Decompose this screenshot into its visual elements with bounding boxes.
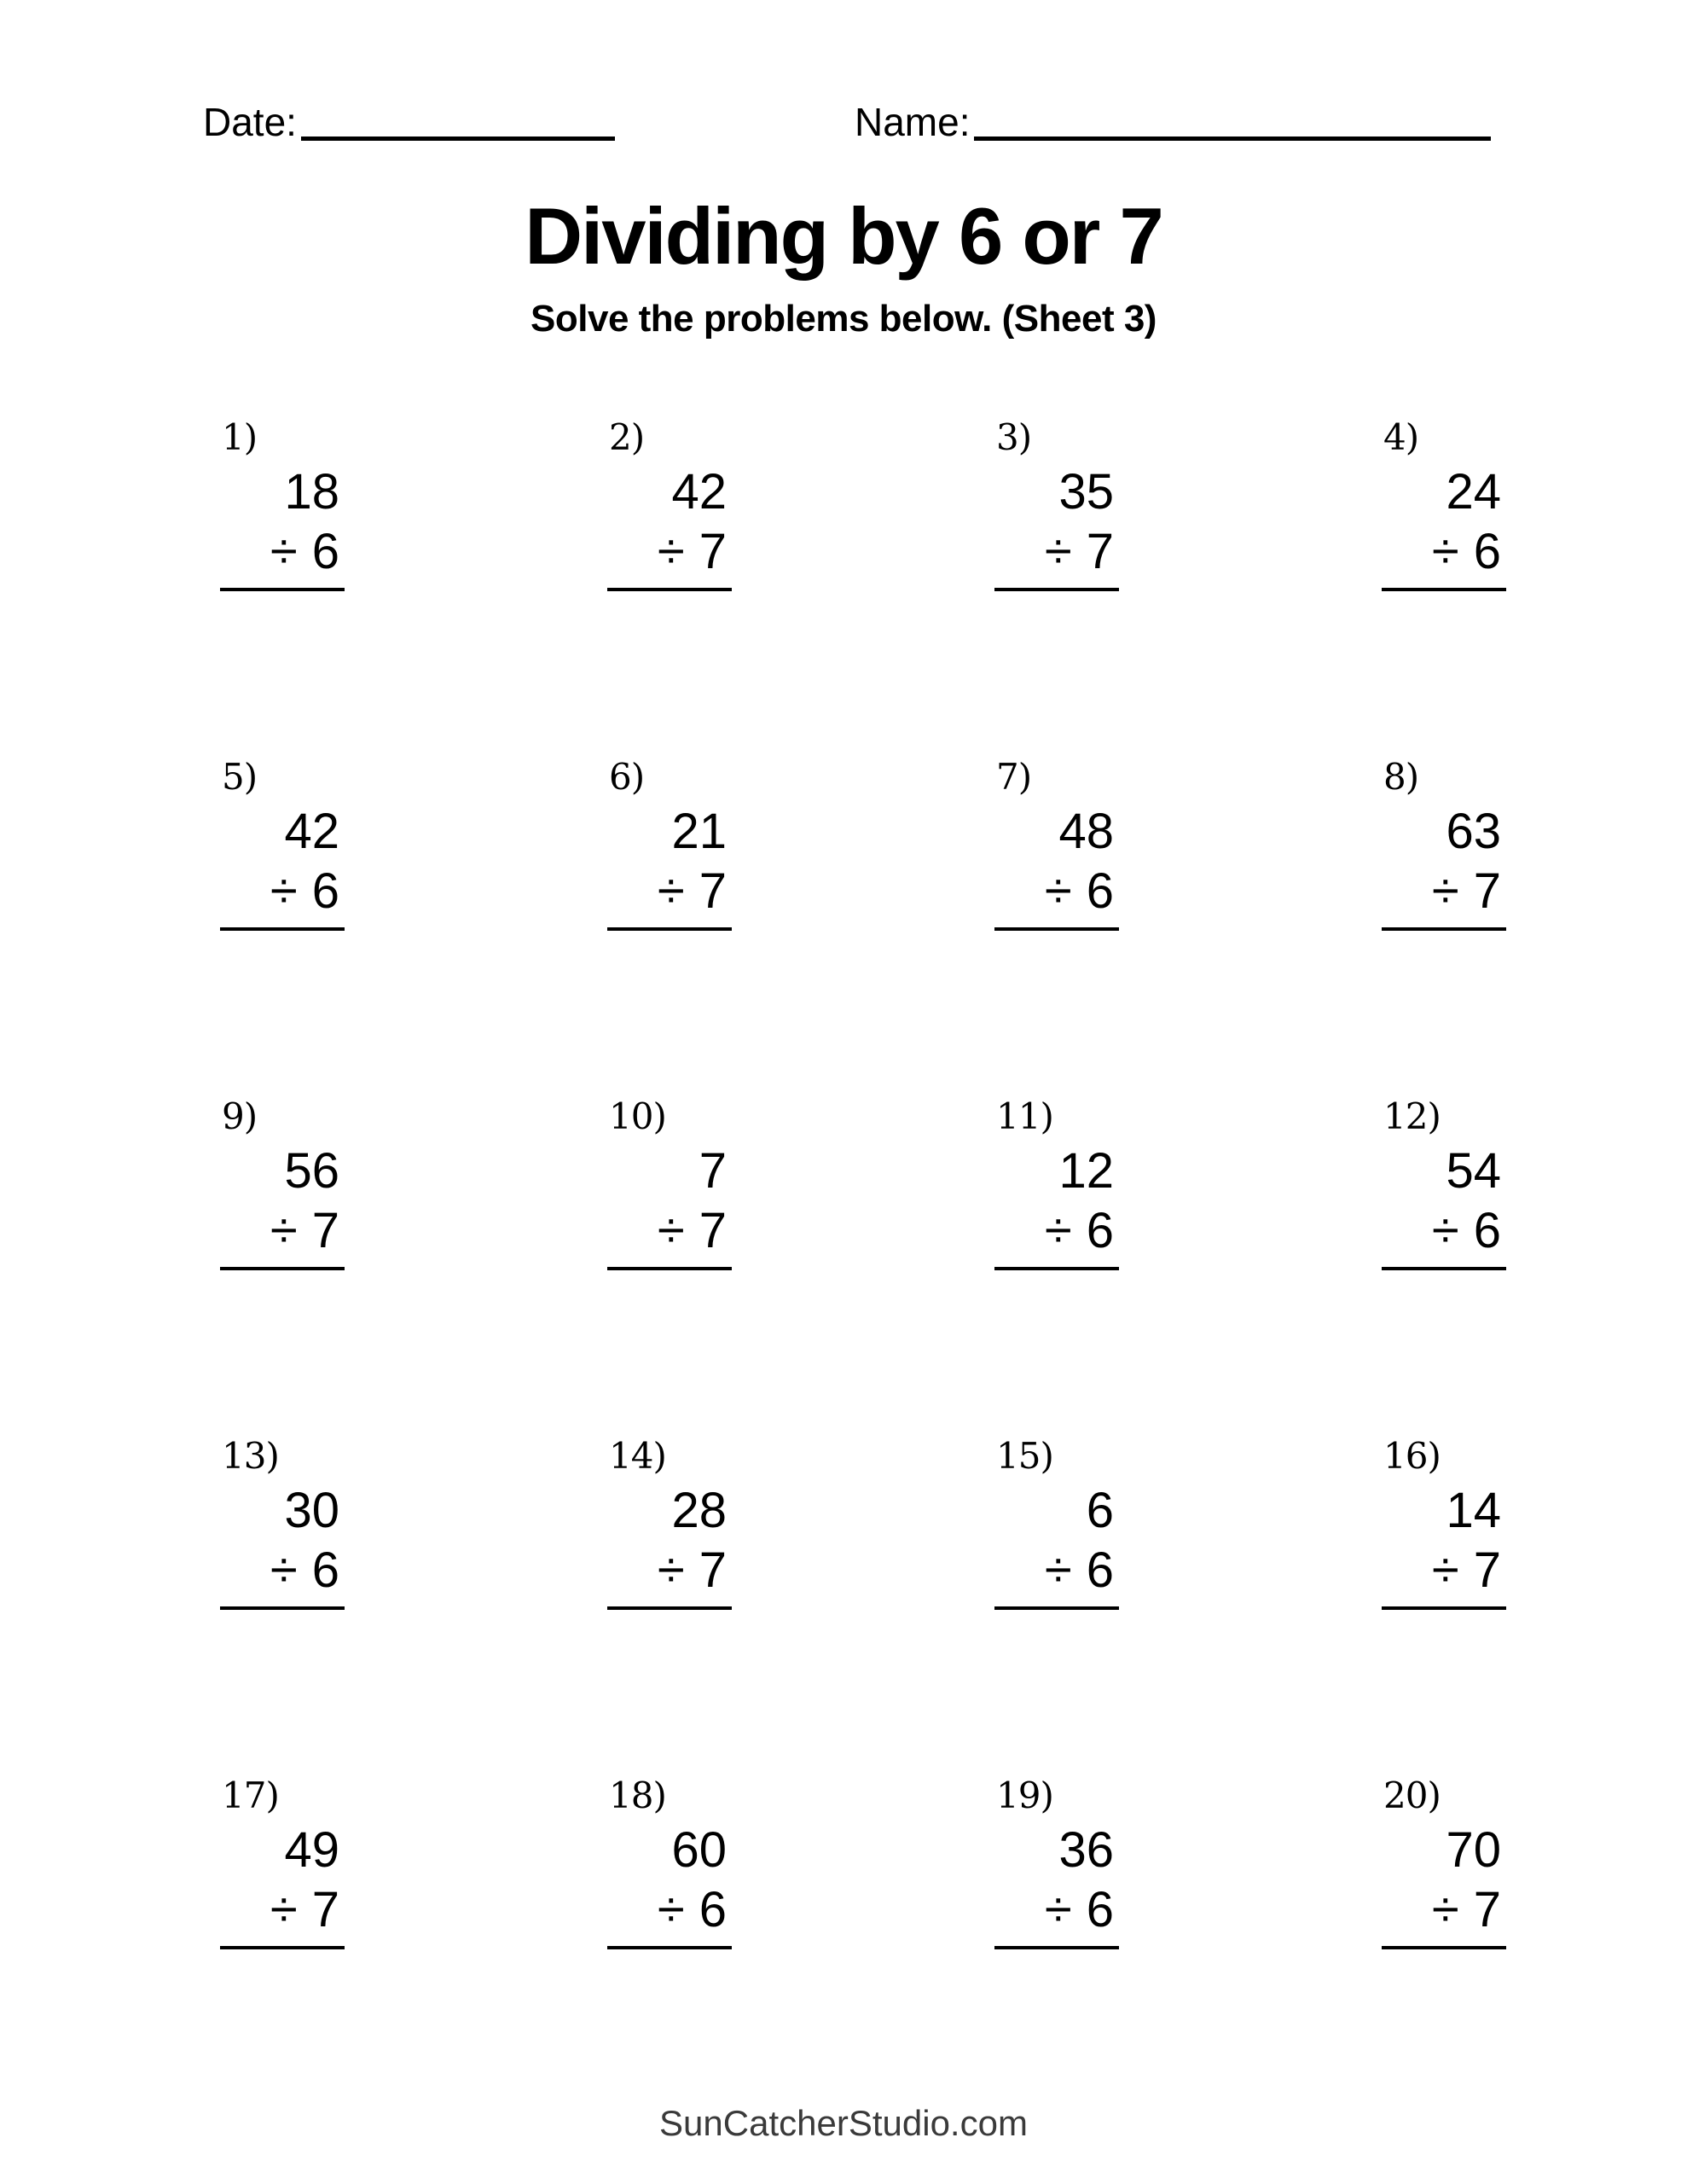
answer-line <box>994 1606 1119 1610</box>
dividend: 35 <box>1058 464 1114 520</box>
dividend: 30 <box>284 1483 339 1538</box>
divide-icon: ÷ <box>1431 524 1459 579</box>
divisor: 7 <box>311 1203 339 1258</box>
problem-number: 3) <box>996 416 1032 458</box>
problem-cell <box>1382 1095 1506 1270</box>
dividend: 24 <box>1446 464 1501 520</box>
divide-icon: ÷ <box>270 1203 298 1258</box>
divisor: 6 <box>1473 524 1501 579</box>
dividend: 54 <box>1446 1143 1501 1199</box>
problem-number: 13) <box>222 1435 279 1477</box>
date-blank-line <box>301 136 615 141</box>
problem-number: 19) <box>996 1774 1053 1816</box>
divisor-row <box>1382 1542 1506 1598</box>
name-field <box>855 101 1491 144</box>
problem-number: 7) <box>996 756 1032 798</box>
name-blank-line <box>974 136 1491 141</box>
divisor-row <box>994 1203 1119 1258</box>
problem-cell <box>1382 416 1506 591</box>
divisor: 7 <box>699 863 727 919</box>
divisor-row <box>1382 1882 1506 1937</box>
problem-cell <box>220 416 345 591</box>
answer-line <box>1382 588 1506 591</box>
divisor: 7 <box>1473 1882 1501 1937</box>
divisor-row <box>220 1882 345 1937</box>
problem-number: 14) <box>609 1435 666 1477</box>
divide-icon: ÷ <box>1431 1882 1459 1937</box>
problem-number: 16) <box>1383 1435 1441 1477</box>
divide-icon: ÷ <box>657 524 685 579</box>
answer-line <box>220 1606 345 1610</box>
divisor: 7 <box>311 1882 339 1937</box>
problem-cell <box>607 1095 732 1270</box>
problem-cell <box>607 1774 732 1949</box>
divisor-row <box>994 1882 1119 1937</box>
page-title: Dividing by 6 or 7 <box>525 191 1162 281</box>
dividend: 63 <box>1446 804 1501 859</box>
divide-icon: ÷ <box>270 863 298 919</box>
problem-number: 4) <box>1383 416 1419 458</box>
answer-line <box>220 1267 345 1270</box>
divisor: 7 <box>699 1203 727 1258</box>
problem-number: 8) <box>1383 756 1419 798</box>
dividend: 28 <box>671 1483 727 1538</box>
divisor-row <box>607 863 732 919</box>
divisor: 7 <box>699 524 727 579</box>
divide-icon: ÷ <box>1044 524 1072 579</box>
divisor: 7 <box>1473 863 1501 919</box>
dividend: 14 <box>1446 1483 1501 1538</box>
dividend: 49 <box>284 1822 339 1878</box>
answer-line <box>220 1946 345 1949</box>
divisor: 7 <box>1473 1542 1501 1598</box>
divisor-row <box>607 524 732 579</box>
divisor: 6 <box>1086 863 1114 919</box>
divisor-row <box>220 1542 345 1598</box>
answer-line <box>220 588 345 591</box>
date-field <box>203 101 615 144</box>
divisor: 6 <box>1473 1203 1501 1258</box>
divide-icon: ÷ <box>270 1542 298 1598</box>
problem-number: 2) <box>609 416 645 458</box>
dividend: 18 <box>284 464 339 520</box>
dividend: 7 <box>699 1143 727 1199</box>
divisor: 6 <box>311 1542 339 1598</box>
divisor-row <box>1382 524 1506 579</box>
problem-number: 12) <box>1383 1095 1441 1137</box>
dividend: 70 <box>1446 1822 1501 1878</box>
divide-icon: ÷ <box>1431 1542 1459 1598</box>
page-subtitle: Solve the problems below. (Sheet 3) <box>530 298 1157 340</box>
divisor: 6 <box>1086 1882 1114 1937</box>
problem-cell <box>994 756 1119 931</box>
dividend: 36 <box>1058 1822 1114 1878</box>
divide-icon: ÷ <box>1431 1203 1459 1258</box>
problem-cell <box>607 416 732 591</box>
problem-number: 10) <box>609 1095 666 1137</box>
answer-line <box>994 1267 1119 1270</box>
dividend: 42 <box>671 464 727 520</box>
problem-number: 5) <box>222 756 258 798</box>
dividend: 21 <box>671 804 727 859</box>
answer-line <box>1382 1267 1506 1270</box>
dividend: 48 <box>1058 804 1114 859</box>
divide-icon: ÷ <box>657 1542 685 1598</box>
problem-cell <box>220 1774 345 1949</box>
answer-line <box>1382 927 1506 931</box>
divisor-row <box>994 863 1119 919</box>
dividend: 56 <box>284 1143 339 1199</box>
problem-cell <box>994 416 1119 591</box>
divisor-row <box>1382 1203 1506 1258</box>
divisor-row <box>1382 863 1506 919</box>
problem-cell <box>994 1095 1119 1270</box>
answer-line <box>1382 1606 1506 1610</box>
dividend: 6 <box>1086 1483 1114 1538</box>
divide-icon: ÷ <box>1044 1203 1072 1258</box>
problem-cell <box>607 756 732 931</box>
answer-line <box>220 927 345 931</box>
divisor-row <box>994 1542 1119 1598</box>
name-label: Name: <box>855 100 971 144</box>
problem-cell <box>994 1774 1119 1949</box>
divisor-row <box>220 524 345 579</box>
divisor-row <box>220 863 345 919</box>
dividend: 12 <box>1058 1143 1114 1199</box>
footer-site: SunCatcherStudio.com <box>659 2103 1028 2143</box>
problem-number: 15) <box>996 1435 1053 1477</box>
answer-line <box>607 1946 732 1949</box>
divide-icon: ÷ <box>1044 863 1072 919</box>
divisor: 7 <box>1086 524 1114 579</box>
divisor: 7 <box>699 1542 727 1598</box>
problem-cell <box>1382 1435 1506 1610</box>
dividend: 60 <box>671 1822 727 1878</box>
divisor: 6 <box>1086 1542 1114 1598</box>
answer-line <box>994 1946 1119 1949</box>
divide-icon: ÷ <box>1044 1542 1072 1598</box>
problem-cell <box>220 1435 345 1610</box>
answer-line <box>994 927 1119 931</box>
problem-number: 1) <box>222 416 258 458</box>
divide-icon: ÷ <box>657 1882 685 1937</box>
problems-grid <box>220 416 1506 1949</box>
divide-icon: ÷ <box>1431 863 1459 919</box>
divide-icon: ÷ <box>657 863 685 919</box>
divide-icon: ÷ <box>270 1882 298 1937</box>
answer-line <box>607 588 732 591</box>
problem-cell <box>1382 1774 1506 1949</box>
divisor-row <box>607 1542 732 1598</box>
divisor: 6 <box>1086 1203 1114 1258</box>
divisor: 6 <box>311 863 339 919</box>
answer-line <box>607 927 732 931</box>
problem-number: 20) <box>1383 1774 1441 1816</box>
divide-icon: ÷ <box>1044 1882 1072 1937</box>
answer-line <box>607 1606 732 1610</box>
divisor-row <box>994 524 1119 579</box>
answer-line <box>994 588 1119 591</box>
problem-cell <box>994 1435 1119 1610</box>
divisor-row <box>607 1203 732 1258</box>
dividend: 42 <box>284 804 339 859</box>
divide-icon: ÷ <box>657 1203 685 1258</box>
problem-number: 6) <box>609 756 645 798</box>
divide-icon: ÷ <box>270 524 298 579</box>
answer-line <box>1382 1946 1506 1949</box>
date-label: Date: <box>203 100 297 144</box>
divisor: 6 <box>311 524 339 579</box>
problem-number: 11) <box>996 1095 1053 1137</box>
answer-line <box>607 1267 732 1270</box>
problem-cell <box>1382 756 1506 931</box>
divisor: 6 <box>699 1882 727 1937</box>
divisor-row <box>607 1882 732 1937</box>
problem-number: 18) <box>609 1774 666 1816</box>
problem-cell <box>607 1435 732 1610</box>
problem-cell <box>220 756 345 931</box>
divisor-row <box>220 1203 345 1258</box>
problem-number: 17) <box>222 1774 279 1816</box>
problem-cell <box>220 1095 345 1270</box>
problem-number: 9) <box>222 1095 258 1137</box>
